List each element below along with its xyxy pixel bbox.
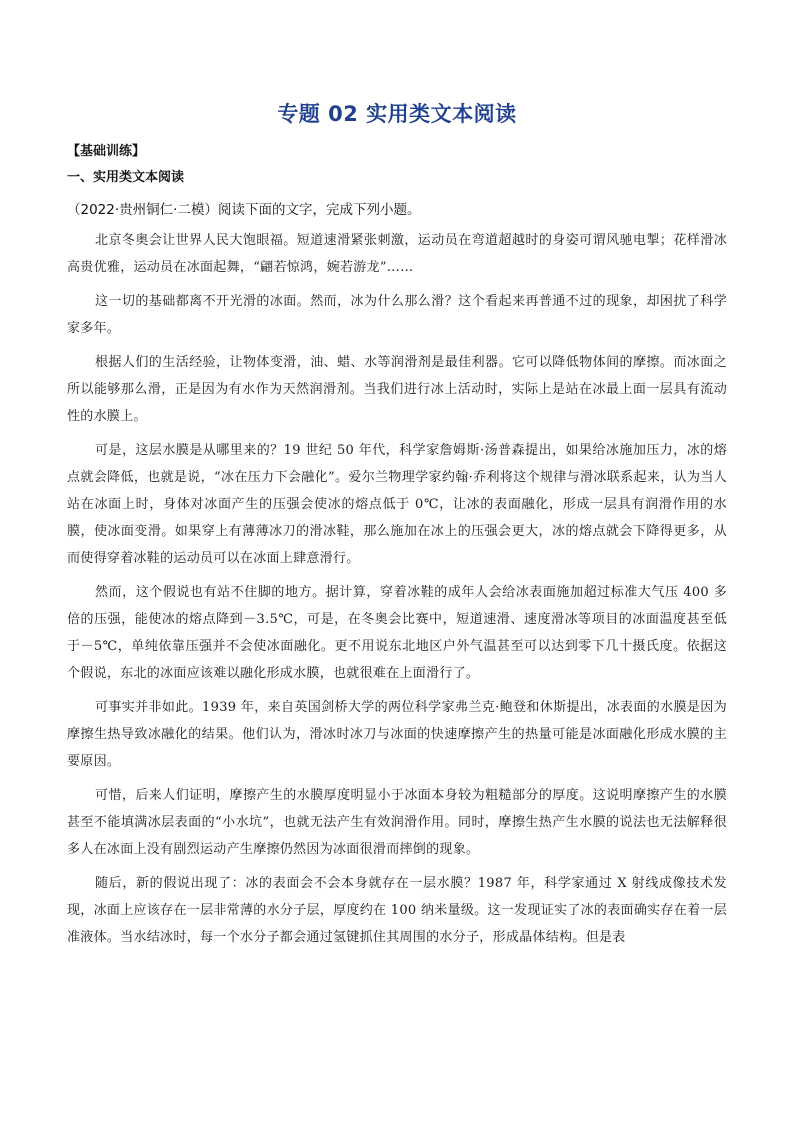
paragraph-4: 可是，这层水膜是从哪里来的？19 世纪 50 年代，科学家詹姆斯·汤普森提出，如果给冰施加压力，冰的熔点就会降低，也就是说，“冰在压力下会融化”。爱尔兰物理学家约翰·乔利将这个规律与滑冰联系起来，认为当人站在冰面上时，身体对冰面产生的压强会使冰的熔点低于 0℃，让冰的表面融化，形成一层具有润滑作用的水膜，使冰面变滑。如果穿上有薄薄冰刀的滑冰鞋，那么施加在冰上的压强会更大，冰的熔点就会下降得更多，从而使得穿着冰鞋的运动员可以在冰面上肆意滑行。	[67, 443, 727, 566]
question-source: （2022·贵州铜仁·二模）阅读下面的文字，完成下列小题。	[67, 202, 421, 218]
paragraph-7: 可惜，后来人们证明，摩擦产生的水膜厚度明显小于冰面本身较为粗糙部分的厚度。这说明摩擦产生的水膜甚至不能填满冰层表面的“小水坑”，也就无法产生有效润滑作用。同时，摩擦生热产生水膜的说法也无法解释很多人在冰面上没有剧烈运动产生摩擦仍然因为冰面很滑而摔倒的现象。	[67, 788, 727, 857]
paragraph-3: 根据人们的生活经验，让物体变滑，油、蜡、水等润滑剂是最佳利器。它可以降低物体间的摩擦。而冰面之所以能够那么滑，正是因为有水作为天然润滑剂。当我们进行冰上活动时，实际上是站在冰最上面一层具有流动性的水膜上。	[67, 355, 727, 424]
paragraph-1: 北京冬奥会让世界人民大饱眼福。短道速滑紧张刺激，运动员在弯道超越时的身姿可谓风驰电掣；花样滑冰高贵优雅，运动员在冰面起舞，“翩若惊鸿，婉若游龙”……	[67, 233, 727, 275]
paragraph-8: 随后，新的假说出现了：冰的表面会不会本身就存在一层水膜？1987 年，科学家通过 X 射线成像技术发现，冰面上应该存在一层非常薄的水分子层，厚度约在 100 纳米量级。这一发现证实了冰的表面确实存在着一层准液体。当水结冰时，每一个水分子都会通过氢键抓住其周围的水分子，形成晶体结构。但是表	[67, 876, 727, 945]
page-title: 专题 02 实用类文本阅读	[277, 102, 517, 126]
subsection-heading: 一、实用类文本阅读	[67, 170, 185, 185]
paragraph-6: 可事实并非如此。1939 年，来自英国剑桥大学的两位科学家弗兰克·鲍登和休斯提出，冰表面的水膜是因为摩擦生热导致冰融化的结果。他们认为，滑冰时冰刀与冰面的快速摩擦产生的热量可能是冰面融化形成水膜的主要原因。	[67, 700, 727, 769]
paragraph-5: 然而，这个假说也有站不住脚的地方。据计算，穿着冰鞋的成年人会给冰表面施加超过标准大气压 400 多倍的压强，能使冰的熔点降到－3.5℃，可是，在冬奥会比赛中，短道速滑、速度滑冰等项目的冰面温度甚至低于－5℃，单纯依靠压强并不会使冰面融化。更不用说东北地区户外气温甚至可以达到零下几十摄氏度。依据这个假说，东北的冰面应该难以融化形成水膜，也就很难在上面滑行了。	[67, 585, 727, 681]
paragraph-2: 这一切的基础都离不开光滑的冰面。然而，冰为什么那么滑？这个看起来再普通不过的现象，却困扰了科学家多年。	[67, 294, 727, 336]
section-label: 【基础训练】	[67, 144, 146, 159]
article-body	[67, 227, 727, 958]
